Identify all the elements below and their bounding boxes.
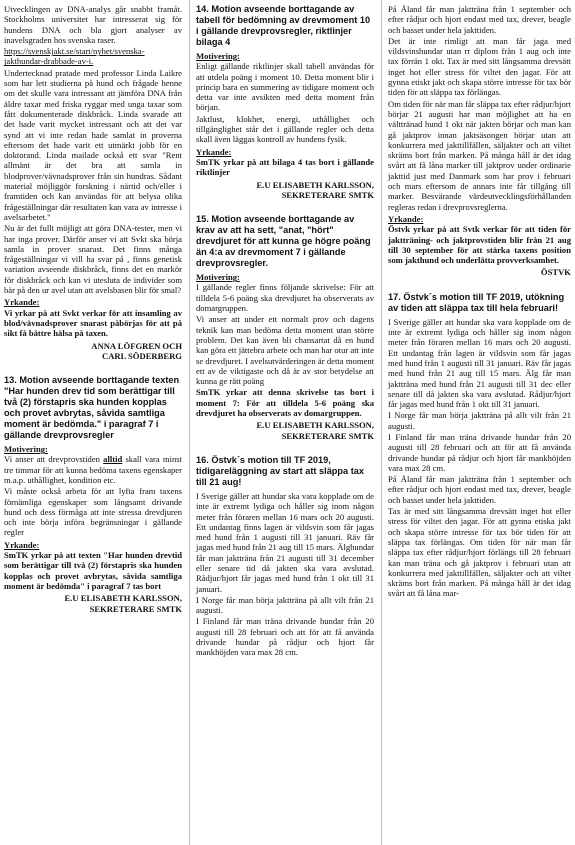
column-3 [388,4,571,600]
paragraph: Det är inte rimligt att man får jaga med vildsvinshundar utan rr diplom från 1 aug och inte tax förrän 1 okt. Tax är med sitt långsamma drevsätt inget hot eller stress för viltet den jagar. För att gynna etiskt jakt och skapa större intresse för tax bör tiden för att släppa tax förlängas. [388,35,571,98]
motion-14-title: 14. Motion avseende borttagande av tabell för bedömning av drevmoment 10 i gällande drevprovsregler, riktlinjer bilaga 4 [196,4,371,47]
paragraph: I gällande regler finns följande skrivelse: För att tilldela 5-6 poäng ska drevdjuret ha observerats av domargruppen. [196,282,374,314]
paragraph: I Norge får man börja jaktträna på allt vilt från 21 augusti. [388,410,571,431]
column-divider [189,0,190,845]
motion-15-title: 15. Motion avseende borttagande av krav av att ha sett, "anat, "hört" drevdjuret för att kunna ge högre poäng än 4:a av drevmoment 7 i gällande drevprovsregler. [196,214,371,269]
column-divider [381,0,382,845]
motion-16-title: 16. Östvk´s motion till TF 2019, tidigareläggning av start att släppa tax till 21 aug! [196,454,364,487]
signature: SEKRETERARE SMTK [281,189,374,200]
paragraph: Utvecklingen av DNA-analys går snabbt framåt. Stockholms universitet har intresserat sig för hundens DNA och bla gjort analyser av inavelsgraden hos svenska raser. [4,4,182,45]
paragraph: Vi anser att drevprovstiden alltid skall vara minst tre timmar för att kunna bedöma taxens egenskaper m.a.p. uthållighet, kondition etc. [4,454,182,485]
paragraph: Tax är med sitt långsamma drevsätt inget hot eller stress för viltet den jagar. För att gynna etiska jakt och skapa större intresse för tax bör tiden för att släppa tax förlängas. Om tiden för när man får släppa tax efter rådjur/hjort förlängs till 28 februari kan man träna och gå jaktprov i februari utan att konkurrera med jakttillfällen, säljakter och att viltet skräms bort från marken. På många håll är det idag svårt att få låna mar- [388,506,571,599]
motion-17-title: 17. Östvk´s motion till TF 2019, utökning av tiden att släppa tax till hela februari! [388,291,565,313]
paragraph: På Åland får man jaktträna från 1 september och efter rådjur och hjort endast med tax, drever, beagle och basset under hela jakttiden. [388,474,571,505]
motivering-label: Motivering: [4,444,48,455]
url-link[interactable]: https://svenskjakt.se/start/nyhet/svenska-jakthundar-drabbade-av-i. [4,46,145,67]
signature: SEKRETERARE SMTK [89,603,182,614]
signature: E.U ELISABETH KARLSSON, [64,593,182,604]
motion-13-title: 13. Motion avseende borttagande texten "Har hunden drev tid som berättigar till två (2) förstapris ska hunden kopplas och provet avbrytas, såvida samtliga moment är bedömda." i paragraf 7 i gällande drevprovsregler [4,375,180,441]
yrkande-label: Yrkande: [4,297,40,308]
paragraph: I Norge får man börja jaktträna på allt vilt från 21 augusti. [196,594,374,616]
paragraph: Vi måste också arbeta för att lyfta fram taxens förnämliga egenskaper som långsamt drivande hund och dess förmåga att inte stressa drevdjuren och inte börja införa begränsningar i gällande regler [4,486,182,538]
yrkande-label: Yrkande: [388,213,424,224]
signature: CARL SÖDERBERG [102,350,182,361]
paragraph: I Finland får man träna drivande hundar från 20 augusti till 28 februari och att för att få använda drivande hundar på rådjur och hjort får mankhöjden vara max 28 cm. [388,431,571,473]
paragraph: I Sverige gäller att hundar ska vara kopplade om de inte är extremt lydiga och håller sig inom någon meter från föraren mellan 16 mars och 20 augusti. Ett undantag finns lagen är vildsvin som får jagas med hund från 1 augusti till 31 januari. Räv får jagas med hund från 21 aug till 15 mars. Älghundar får man jaktträna från 21 augusti till 31 december eller senare tid då jakten ska vara avslutad. Rådjur/hjort får jagas med hund från 1 okt till 31 januari. [196,490,374,594]
yrkande-label: Yrkande: [4,539,40,550]
paragraph: Vi anser att under ett normalt prov och dagens teknik kan man bedöma detta moment utan större problem. Det kan även bli chansartat då en hund kan göra ett jättebra arbete och man har otur att inte se drevdjuret. I avelsutvärderingen är detta moment ett av de viktigaste och då är av stor betydelse att kunna ge rätt poäng [196,314,375,387]
signature: E.U ELISABETH KARLSSON, [256,179,374,190]
column-2 [196,4,374,659]
paragraph: Om tiden för när man får släppa tax efter rådjur/hjort börjar 21 augusti har man möjlighet att ha en välttränad hund 1 okt när jakten börjar och man kan gå jaktprov innan jaktsäsongen börjar utan att konkurrera med jakttillfällen, säljakter och att viltet skräms bort från marken. På många håll är det idag svårt att få låna marker till jaktprov under ordinarie jakttid just med Danmark som har prov i februari och mars eftersom de annars inte får tillgång till marker. Besvärande värdeutvecklingsförhållanden regleras redan i drevprovsreglerna. [388,98,571,212]
yrkande-label: Yrkande: [196,146,232,157]
signature: SEKRETERARE SMTK [281,430,374,441]
paragraph: I Finland får man träna drivande hundar från 20 augusti till 28 februari och att för att få använda drivande hundar på rådjur och hjort får mankhöjden vara max 28 cm. [196,616,374,658]
column-1 [4,4,182,614]
paragraph: Enligt gällande riktlinjer skall tabell användas för att utdela poäng i moment 10. Detta moment blir i princip bara en summering av tidigare moment och detta var inte avsikten med detta moment från början. [196,61,374,113]
motivering-label: Motivering: [196,51,240,61]
signature: ÖSTVK [540,267,571,278]
paragraph: Nu är det fullt möjligt att göra DNA-tester, men vi har inga prover. Därför anser vi att Svkt ska börja samla in prover snarast. Det finns många frågeställningar vi vill ha svar på , finns genetisk variation avseende diskbråck, finns det en markör för diskbråck och kan vi utesluta de individer som bär på den ur avel utan att avelsbasen blir för smal? [4,223,182,296]
motivering-label: Motivering: [196,272,240,283]
yrkande-text: SmTK yrkar på att texten "Har hunden drevtid som berättigar till två (2) förstapris ska hunden kopplas och provet avbrytas, såvida samtliga moment är bedömda" i paragraf 7 tas bort [4,550,182,591]
signature: ANNA LÖFGREN OCH [91,340,182,351]
paragraph: I Sverige gäller att hundar ska vara kopplade om de inte är extremt lydiga och håller sig inom någon meter från föraren mellan 16 mars och 20 augusti. Ett undantag från lagen är vildsvin som får jagas med hund från 1 augusti till 31 januari. Räv får jagas med hund från 21 aug till 15 mars. Älg får man jaktträna med hund från 21 augusti till 31 dec eller senare till då jakten ska vara avslutad. Rådjur/hjort får jagas med hund från 1 okt till 31 januari. [388,316,571,410]
paragraph: På Åland får man jaktträna från 1 september och efter rådjur och hjort endast med tax, drever, beagle och basset under hela jakttiden. [388,4,571,35]
signature: E.U ELISABETH KARLSSON, [256,420,374,431]
yrkande-text: Vi yrkar på att Svkt verkar för att insamling av blod/vävnadsprover snarast påbörjas för att på sikt få bättre hälsa på taxen. [4,307,182,339]
yrkande-text: Östvk yrkar på att Svtk verkar för att tiden för jaktträning- och jaktprovstiden blir från 21 aug till 30 september för att stärka taxens position som jakthund och underlätta provverksamhet. [388,224,571,266]
paragraph: Undertecknad pratade med professor Linda Laikre som har lett studierna på hund och frågade henne om det skulle vara intressant att jämföra DNA från äldre taxar med friska ryggar med unga taxar som fått dokumenterade diskbråck. Linda svarade att det hade varit mycket intressant och att det var synd att vi inte redan hade samlat in proverna eftersom det hade varit ett utmärkt jobb för en doktorand. Linda mailade också ett svar "Rent allmänt är det bra att samla in blodprover/vävnadsprover från sin hundras. Sådant material möjliggör forskning i närtid och/eller i framtiden och kan användas för att belysa olika frågeställningar där resultaten kan vara av intresse i avelsarbetet." [4,67,182,222]
yrkande-text: SmTK yrkar på att bilaga 4 tas bort i gällande riktlinjer [196,156,374,178]
yrkande-text: SmTK yrkar att denna skrivelse tas bort i moment 7: För att tilldela 5-6 poäng ska drevdjuret ha observerats av domargruppen. [196,387,374,419]
paragraph: Jaktlust, klokhet, energi, uthållighet och tillgänglighet står det i gällande regler och detta skall även läggas kontroll av hundens fysik. [196,113,374,145]
